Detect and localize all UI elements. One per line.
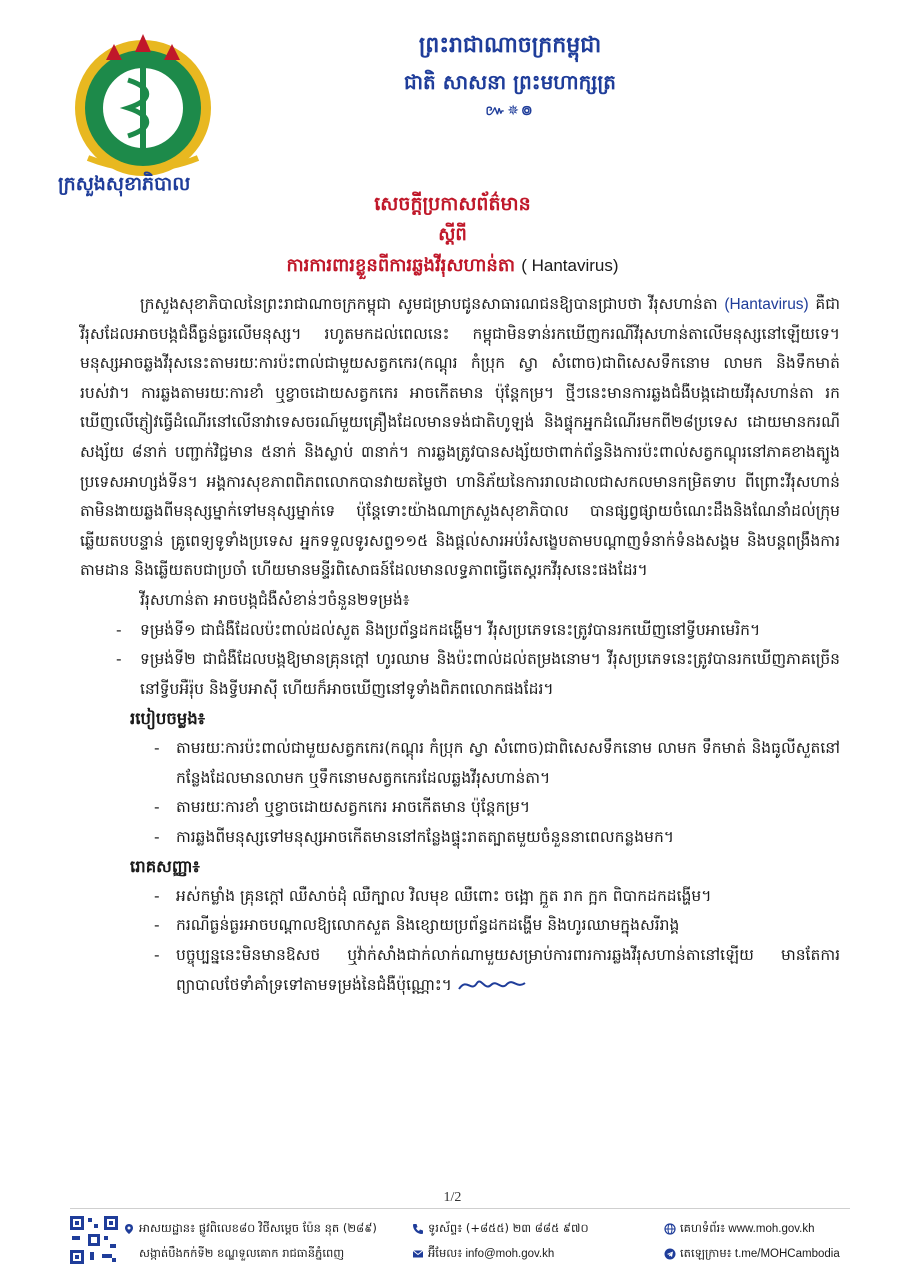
symptoms-heading: រោគសញ្ញា៖ xyxy=(130,857,200,877)
title-latin: ( Hantavirus) xyxy=(521,256,619,275)
list-item: - ទម្រង់ទី១ ជាជំងឺដែលប៉ះពាល់ដល់សួត និងប្រព័ន្ធដកដង្ហើម។ វីរុសប្រភេទនេះត្រូវបានរកឃើញនៅទ្វីបអាមេរិក។ xyxy=(116,620,761,639)
intro-text-2: គឺជាវីរុសដែលអាចបង្កជំងឺធ្ងន់ធ្ងរលើមនុស្ស។ រហូតមកដល់ពេលនេះ កម្ពុជាមិនទាន់រកឃើញករណីវីរុសហាន់តាលើមនុស្សនៅឡើយទេ។ មនុស្សអាចឆ្លងវីរុសនេះតាមរយៈការប៉ះពាល់ជាមួយសត្វកកេរ(កណ្តុរ កំប្រុក ស្វា សំពោច)ជាពិសេសទឹកនោម លាមក និងទឹកមាត់របស់វា។ ការឆ្លងតាមរយៈការខាំ ឬខ្វាចដោយសត្វកកេរ អាចកើតមាន ប៉ុន្តែកម្រ។ ថ្មីៗនេះមានការឆ្លងជំងឺបង្កដោយវីរុសហាន់តា រកឃើញលើភ្ញៀវធ្វើដំណើរនៅលើនាវាទេសចរណ៍មួយគ្រឿងដែលមានទង់ជាតិហូឡង់ និងផ្ទុកអ្នកដំណើរមកពី២៨ប្រទេស ដោយមានករណីសង្ស័យ ៨នាក់ បញ្ជាក់វិជ្ជមាន ៥នាក់ និងស្លាប់ ៣នាក់។ ការឆ្លងត្រូវបានសង្ស័យថាពាក់ព័ន្ធនិងការប៉ះពាល់សត្វកណ្តុរនៅភាគខាងត្បូងប្រទេសអាហ្សង់ទីន។ អង្គការសុខភាពពិភពលោកបានវាយតម្លៃថា ហានិភ័យនៃការរាលដាលជាសកលមានកម្រិតទាប ពីព្រោះវីរុសហាន់តាមិនងាយឆ្លងពីមនុស្សម្នាក់ទៅមនុស្សម្នាក់ទេ ប៉ុន្តែទោះយ៉ាងណាក្រសួងសុខាភិបាល បានផ្សព្វផ្សាយចំណេះដឹងនិងណែនាំដល់ក្រុមឆ្លើយតបបន្ទាន់ គ្រូពេទ្យទូទាំងប្រទេស អ្នកទទួលទូរសព្ទ១១៥ និងផ្តល់សារអប់រំសង្ខេបតាមបណ្តាញទំនាក់ទំនងសង្គម និងបន្តពង្រឹងការតាមដាន និងឆ្លើយតបជាប្រចាំ ហើយមានមន្ទីរពិសោធន៍ដែលមានលទ្ធភាពធ្វើតេស្តរកវីរុសនេះផងដែរ។ xyxy=(80,295,840,580)
address-line-2: សង្កាត់បឹងកក់ទី២ ខណ្ឌទួលគោក រាជធានីភ្នំពេញ xyxy=(139,1246,345,1260)
list-item: - បច្ចុប្បន្ននេះមិនមានឱសថ ឬវ៉ាក់សាំងជាក់លាក់ណាមួយសម្រាប់ការពារការឆ្លងវីរុសហាន់តានៅឡើយ មានតែការព្យាបាលថែទាំគាំទ្រទៅតាមទម្រង់នៃជំងឺប៉ុណ្ណោះ។ xyxy=(154,946,840,994)
kingdom-line-1: ព្រះរាជាណាចក្រកម្ពុជា xyxy=(418,33,602,58)
ministry-name: ក្រសួងសុខាភិបាល xyxy=(58,173,191,195)
location-icon xyxy=(123,1223,135,1235)
header-ornament: ៚✵៙ xyxy=(485,103,535,119)
symptoms-list xyxy=(80,882,840,1000)
title-khmer: ការការពារខ្លួនពីការឆ្លងវីរុសហាន់តា xyxy=(286,255,515,276)
intro-text-1: ក្រសួងសុខាភិបាលនៃព្រះរាជាណាចក្រកម្ពុជា សូមជម្រាបជូនសាធារណជនឱ្យបានជ្រាបថា វីរុសហាន់តា xyxy=(140,295,718,313)
globe-icon xyxy=(664,1223,676,1235)
document-title xyxy=(120,188,785,282)
website-row[interactable]: គេហទំព័រ៖ www.moh.gov.kh xyxy=(664,1216,840,1241)
phone-row[interactable]: ទូរស័ព្ទ៖ (+៨៥៥) ២៣ ៨៨៥ ៩៧០ xyxy=(412,1216,589,1241)
page-number: 1/2 xyxy=(443,1190,462,1205)
list-item: - ទម្រង់ទី២ ជាជំងឺដែលបង្កឱ្យមានគ្រុនក្តៅ ហូរឈាម និងប៉ះពាល់ដល់តម្រងនោម។ វីរុសប្រភេទនេះត្រូវបានរកឃើញភាគច្រើននៅទ្វីបអឺរ៉ុប និងទ្វីបអាស៊ី ហើយក៏អាចឃើញនៅទូទាំងពិភពលោកផងដែរ។ xyxy=(116,650,840,698)
email-row[interactable]: អ៊ីមែល៖ info@moh.gov.kh xyxy=(412,1241,589,1266)
address-line-1: អាសយដ្ឋាន៖ ផ្លូវពិលេខ៨០ វិថីសម្តេច ប៉ែន នុត (២៨៩) xyxy=(123,1216,377,1241)
transmission-list xyxy=(80,734,840,852)
footer xyxy=(0,1214,905,1270)
telegram-icon xyxy=(664,1248,676,1260)
list-item: - អស់កម្លាំង គ្រុនក្តៅ ឈឺសាច់ដុំ ឈឺក្បាល វិលមុខ ឈឺពោះ ចង្អោ ក្អួត រាក ក្អក ពិបាកដកដង្ហើម។ xyxy=(154,886,712,905)
forms-intro: វីរុសហាន់តា អាចបង្កជំងឺសំខាន់ៗចំនួន២ទម្រង់៖ xyxy=(140,590,410,609)
list-item: - តាមរយៈការប៉ះពាល់ជាមួយសត្វកកេរ(កណ្តុរ កំប្រុក ស្វា សំពោច)ជាពិសេសទឹកនោម លាមក ទឹកមាត់ និងធូលីសួតនៅកន្លែងដែលមានលាមក ឬទឹកនោមសត្វកកេរដែលឆ្លងវីរុសហាន់តា។ xyxy=(154,738,840,787)
title-line-2: ស្តីពី xyxy=(438,224,467,245)
phone-icon xyxy=(412,1223,424,1235)
list-item: - តាមរយៈការខាំ ឬខ្វាចដោយសត្វកកេរ អាចកើតមាន ប៉ុន្តែកម្រ។ xyxy=(154,798,531,817)
forms-list xyxy=(80,616,840,705)
qr-code[interactable] xyxy=(68,1214,120,1266)
footer-contact xyxy=(412,1216,589,1266)
title-line-1: សេចក្តីប្រកាសព័ត៌មាន xyxy=(374,193,531,215)
intro-latin: (Hantavirus) xyxy=(724,296,809,313)
title-line-3 xyxy=(120,250,785,282)
announcement-body xyxy=(80,290,840,1000)
footer-divider xyxy=(70,1208,850,1209)
footer-online xyxy=(664,1216,840,1266)
kingdom-line-2: ជាតិ សាសនា ព្រះមហាក្សត្រ xyxy=(404,70,616,94)
list-item: - ការឆ្លងពីមនុស្សទៅមនុស្សអាចកើតមាននៅកន្លែងផ្ទុះរាតត្បាតមួយចំនួននាពេលកន្លងមក។ xyxy=(154,827,674,846)
list-item: - ករណីធ្ងន់ធ្ងរអាចបណ្តាលឱ្យលោកសួត និងខ្សោយប្រព័ន្ធដកដង្ហើម និងហូរឈាមក្នុងសរីរាង្គ xyxy=(154,916,680,935)
footer-address xyxy=(123,1216,377,1266)
signature xyxy=(457,975,527,995)
transmission-heading: របៀបចម្លង៖ xyxy=(130,709,206,729)
kingdom-header xyxy=(280,28,740,122)
intro-paragraph xyxy=(80,290,840,586)
email-icon xyxy=(412,1248,424,1260)
telegram-row[interactable]: តេឡេក្រាម៖ t.me/MOHCambodia xyxy=(664,1241,840,1266)
